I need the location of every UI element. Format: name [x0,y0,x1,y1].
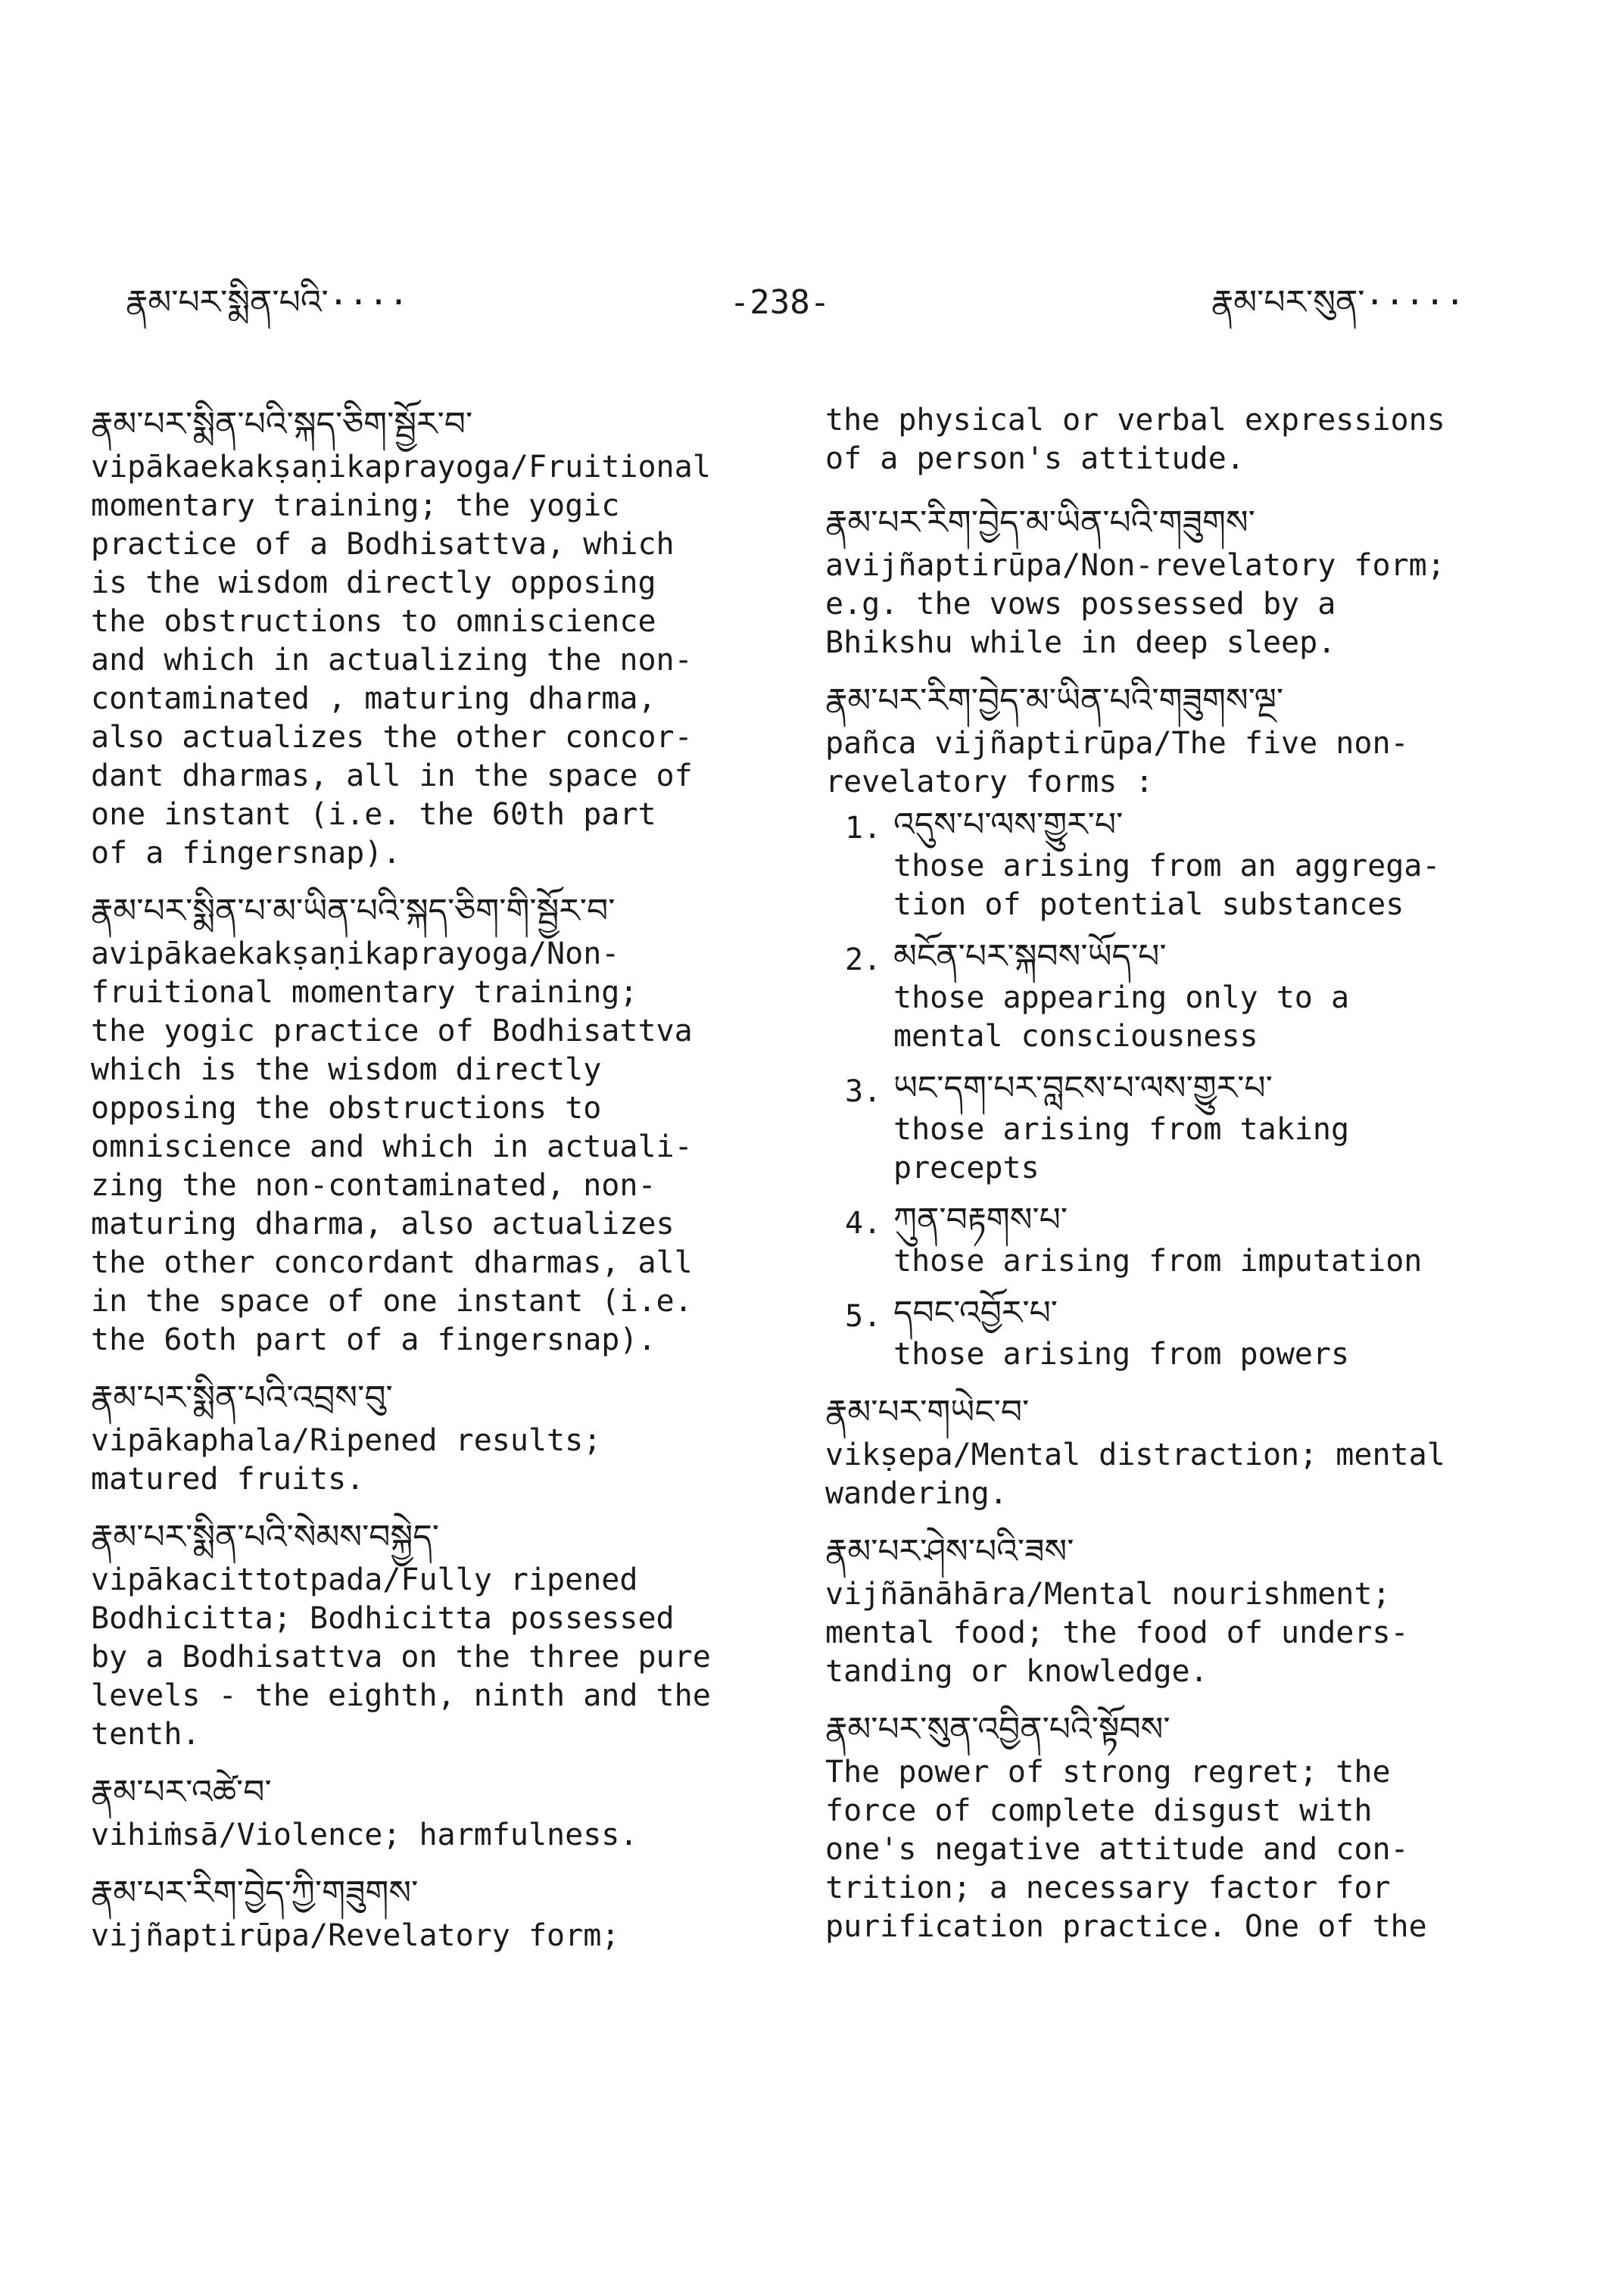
list-item [825,1197,1533,1281]
page-number: -238- [729,283,831,322]
entry-definition: vijñaptirūpa/Revelatory form; [91,1918,620,1953]
entry-definition: vihiṁsā/Violence; harmfulness. [91,1818,638,1852]
dictionary-entry [91,1514,795,1754]
list-number: 1. [845,811,882,846]
dictionary-entry [91,401,795,873]
tibetan-headword: རྣམ་པར་ཤེས་པའི་ཟས་ [825,1532,1074,1571]
running-head-left: རྣམ་པར་སྨིན་པའི་···· [126,283,409,322]
list-item-text: those arising from powers [893,1337,1350,1372]
dictionary-entry [91,1375,795,1499]
tibetan-headword: རྣམ་པར་སུན་འབྱིན་པའི་སྟོབས་ [825,1710,1170,1749]
dictionary-entry [825,678,1533,1374]
list-number: 2. [845,942,882,977]
list-item-text: those arising from taking precepts [893,1112,1350,1185]
tibetan-headword: རྣམ་པར་སྨིན་པའི་སྐད་ཅིག་སྦྱོར་བ་ [91,405,473,444]
entry-definition: avijñaptirūpa/Non-revelatory form; e.g. the vows possessed by a Bhikshu while in deep sleep. [825,548,1445,660]
list-number: 5. [845,1299,882,1334]
list-item [825,933,1533,1056]
dictionary-entry [91,1769,795,1855]
list-item [825,802,1533,924]
tibetan-headword: རྣམ་པར་རིག་བྱེད་ཀྱི་གཟུགས་ [91,1874,419,1912]
right-column [825,401,1533,1961]
tibetan-headword: རྣམ་པར་སྨིན་པ་མ་ཡིན་པའི་སྐད་ཅིག་གི་སྦྱོར་བ་ [91,892,616,930]
dictionary-entry [91,1870,795,1955]
tibetan-term: མངོན་པར་སྐབས་ཡོད་པ་ [893,937,1167,976]
list-item [825,1290,1533,1374]
tibetan-headword: རྣམ་པར་རིག་བྱེད་མ་ཡིན་པའི་གཟུགས་ [825,503,1255,542]
left-column [91,401,795,1971]
dictionary-entry [825,1528,1533,1691]
entry-definition: avipākaekakṣaṇikaprayoga/Non- fruitional momentary training; the yogic practice of Bodhisattva which is the wisdom directly opposing the obstructions to omniscience and which in actuali- zing the non-contaminated, non- maturing dharma, also actualizes the other concordant dharmas, all in the space of one instant (i.e. the 6oth part of a fingersnap). [91,936,693,1357]
entry-definition: vikṣepa/Mental distraction; mental wandering. [825,1438,1445,1511]
entry-definition: vijñānāhāra/Mental nourishment; mental food; the food of unders- tanding or knowledge. [825,1577,1409,1689]
tibetan-term: འདུས་པ་ལས་གྱུར་པ་ [893,805,1124,844]
entry-definition: The power of strong regret; the force of complete disgust with one's negative attitude and con- trition; a necessary factor for purification practice. One of the [825,1755,1427,1944]
dictionary-entry [825,500,1533,662]
continued-definition: the physical or verbal expressions of a person's attitude. [825,403,1445,476]
tibetan-headword: རྣམ་པར་གཡེང་བ་ [825,1393,1030,1432]
entry-definition: vipākacittotpada/Fully ripened Bodhicitta; Bodhicitta possessed by a Bodhisattva on the three pure levels - the eighth, ninth and the tenth. [91,1562,711,1752]
list-number: 4. [845,1206,882,1241]
tibetan-term: ཡང་དག་པར་བླངས་པ་ལས་གྱུར་པ་ [893,1069,1273,1108]
list-item-text: those arising from an aggrega- tion of potential substances [893,849,1441,922]
list-item-text: those appearing only to a mental consciousness [893,980,1350,1054]
tibetan-term: ཀུན་བརྟགས་པ་ [893,1201,1068,1239]
tibetan-term: དབང་འབྱོར་པ་ [893,1294,1058,1332]
dictionary-entry [91,888,795,1360]
tibetan-headword: རྣམ་པར་རིག་བྱེད་མ་ཡིན་པའི་གཟུགས་ལྔ་ [825,681,1284,720]
dictionary-entry [825,1389,1533,1513]
list-item-text: those arising from imputation [893,1244,1423,1279]
entry-definition: vipākaphala/Ripened results; matured fruits. [91,1423,602,1497]
dictionary-entry [825,1706,1533,1946]
tibetan-headword: རྣམ་པར་སྨིན་པའི་སེམས་བསྐྱེད་ [91,1518,439,1556]
list-number: 3. [845,1074,882,1109]
running-head-right: རྣམ་པར་སུན་····· [1211,283,1465,322]
entry-definition: vipākaekakṣaṇikaprayoga/Fruitional momentary training; the yogic practice of a Bodhisattva, which is the wisdom directly opposing the obstructions to omniscience and which in actualizing the non- contaminated , maturing dharma, also actualizes the other concor- dant dharmas, all in the space of one instant (i.e. the 60th part of a fingersnap). [91,450,711,871]
tibetan-headword: རྣམ་པར་འཚེ་བ་ [91,1773,272,1812]
tibetan-headword: རྣམ་པར་སྨིན་པའི་འབྲས་བུ་ [91,1379,393,1417]
list-item [825,1065,1533,1188]
entry-definition: pañca vijñaptirūpa/The five non- revelatory forms : [825,726,1409,799]
